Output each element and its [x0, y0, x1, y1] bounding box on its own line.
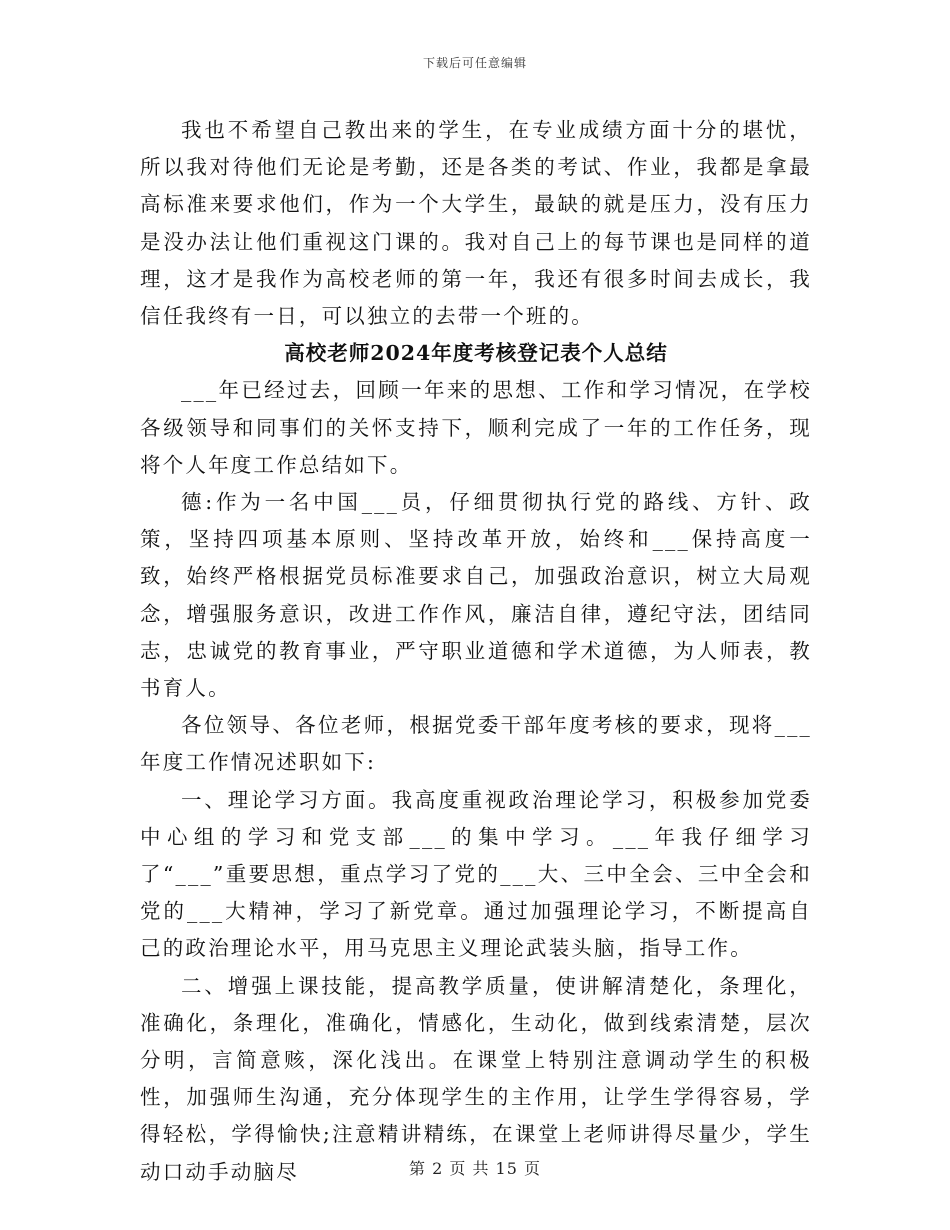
paragraph-morality: 德:作为一名中国___员，仔细贯彻执行党的路线、方针、政策，坚持四项基本原则、坚持改革开放，始终和___保持高度一致，始终严格根据党员标准要求自己，加强政治意识，树立大局观念，增强服务意识，改进工作作风，廉洁自律，遵纪守法，团结同志，忠诚党的教育事业，严守职业道德和学术道德，为人师表，教书育人。 [140, 490, 812, 701]
document-body [140, 112, 812, 1191]
page-number: 第 2 页 共 15 页 [409, 1159, 541, 1178]
page-header: 下载后可任意编辑 [422, 56, 527, 70]
intro-paragraph: 我也不希望自己教出来的学生，在专业成绩方面十分的堪忧，所以我对待他们无论是考勤，还是各类的考试、作业，我都是拿最高标准来要求他们，作为一个大学生，最缺的就是压力，没有压力是没办法让他们重视这门课的。我对自己上的每节课也是同样的道理，这才是我作为高校老师的第一年，我还有很多时间去成长，我信任我终有一日，可以独立的去带一个班的。 [140, 118, 812, 329]
paragraph-teaching-skills: 二、增强上课技能，提高教学质量，使讲解清楚化，条理化，准确化，条理化，准确化，情感化，生动化，做到线索清楚，层次分明，言简意赅，深化浅出。在课堂上特别注意调动学生的积极性，加强师生沟通，充分体现学生的主作用，让学生学得容易，学得轻松，学得愉快;注意精讲精练，在课堂上老师讲得尽量少，学生动口动手动脑尽 [140, 973, 812, 1184]
paragraph-theory-study: 一、理论学习方面。我高度重视政治理论学习，积极参加党委中心组的学习和党支部___的集中学习。___年我仔细学习了“___”重要思想，重点学习了党的___大、三中全会、三中全会和党的___大精神，学习了新党章。通过加强理论学习，不断提高自己的政治理论水平，用马克思主义理论武装头脑，指导工作。 [140, 787, 812, 961]
section-title: 高校老师2024年度考核登记表个人总结 [284, 341, 668, 366]
paragraph-opening: ___年已经过去，回顾一年来的思想、工作和学习情况，在学校各级领导和同事们的关怀支持下，顺利完成了一年的工作任务，现将个人年度工作总结如下。 [140, 378, 812, 477]
paragraph-report-intro: 各位领导、各位老师，根据党委干部年度考核的要求，现将___年度工作情况述职如下: [140, 713, 812, 775]
